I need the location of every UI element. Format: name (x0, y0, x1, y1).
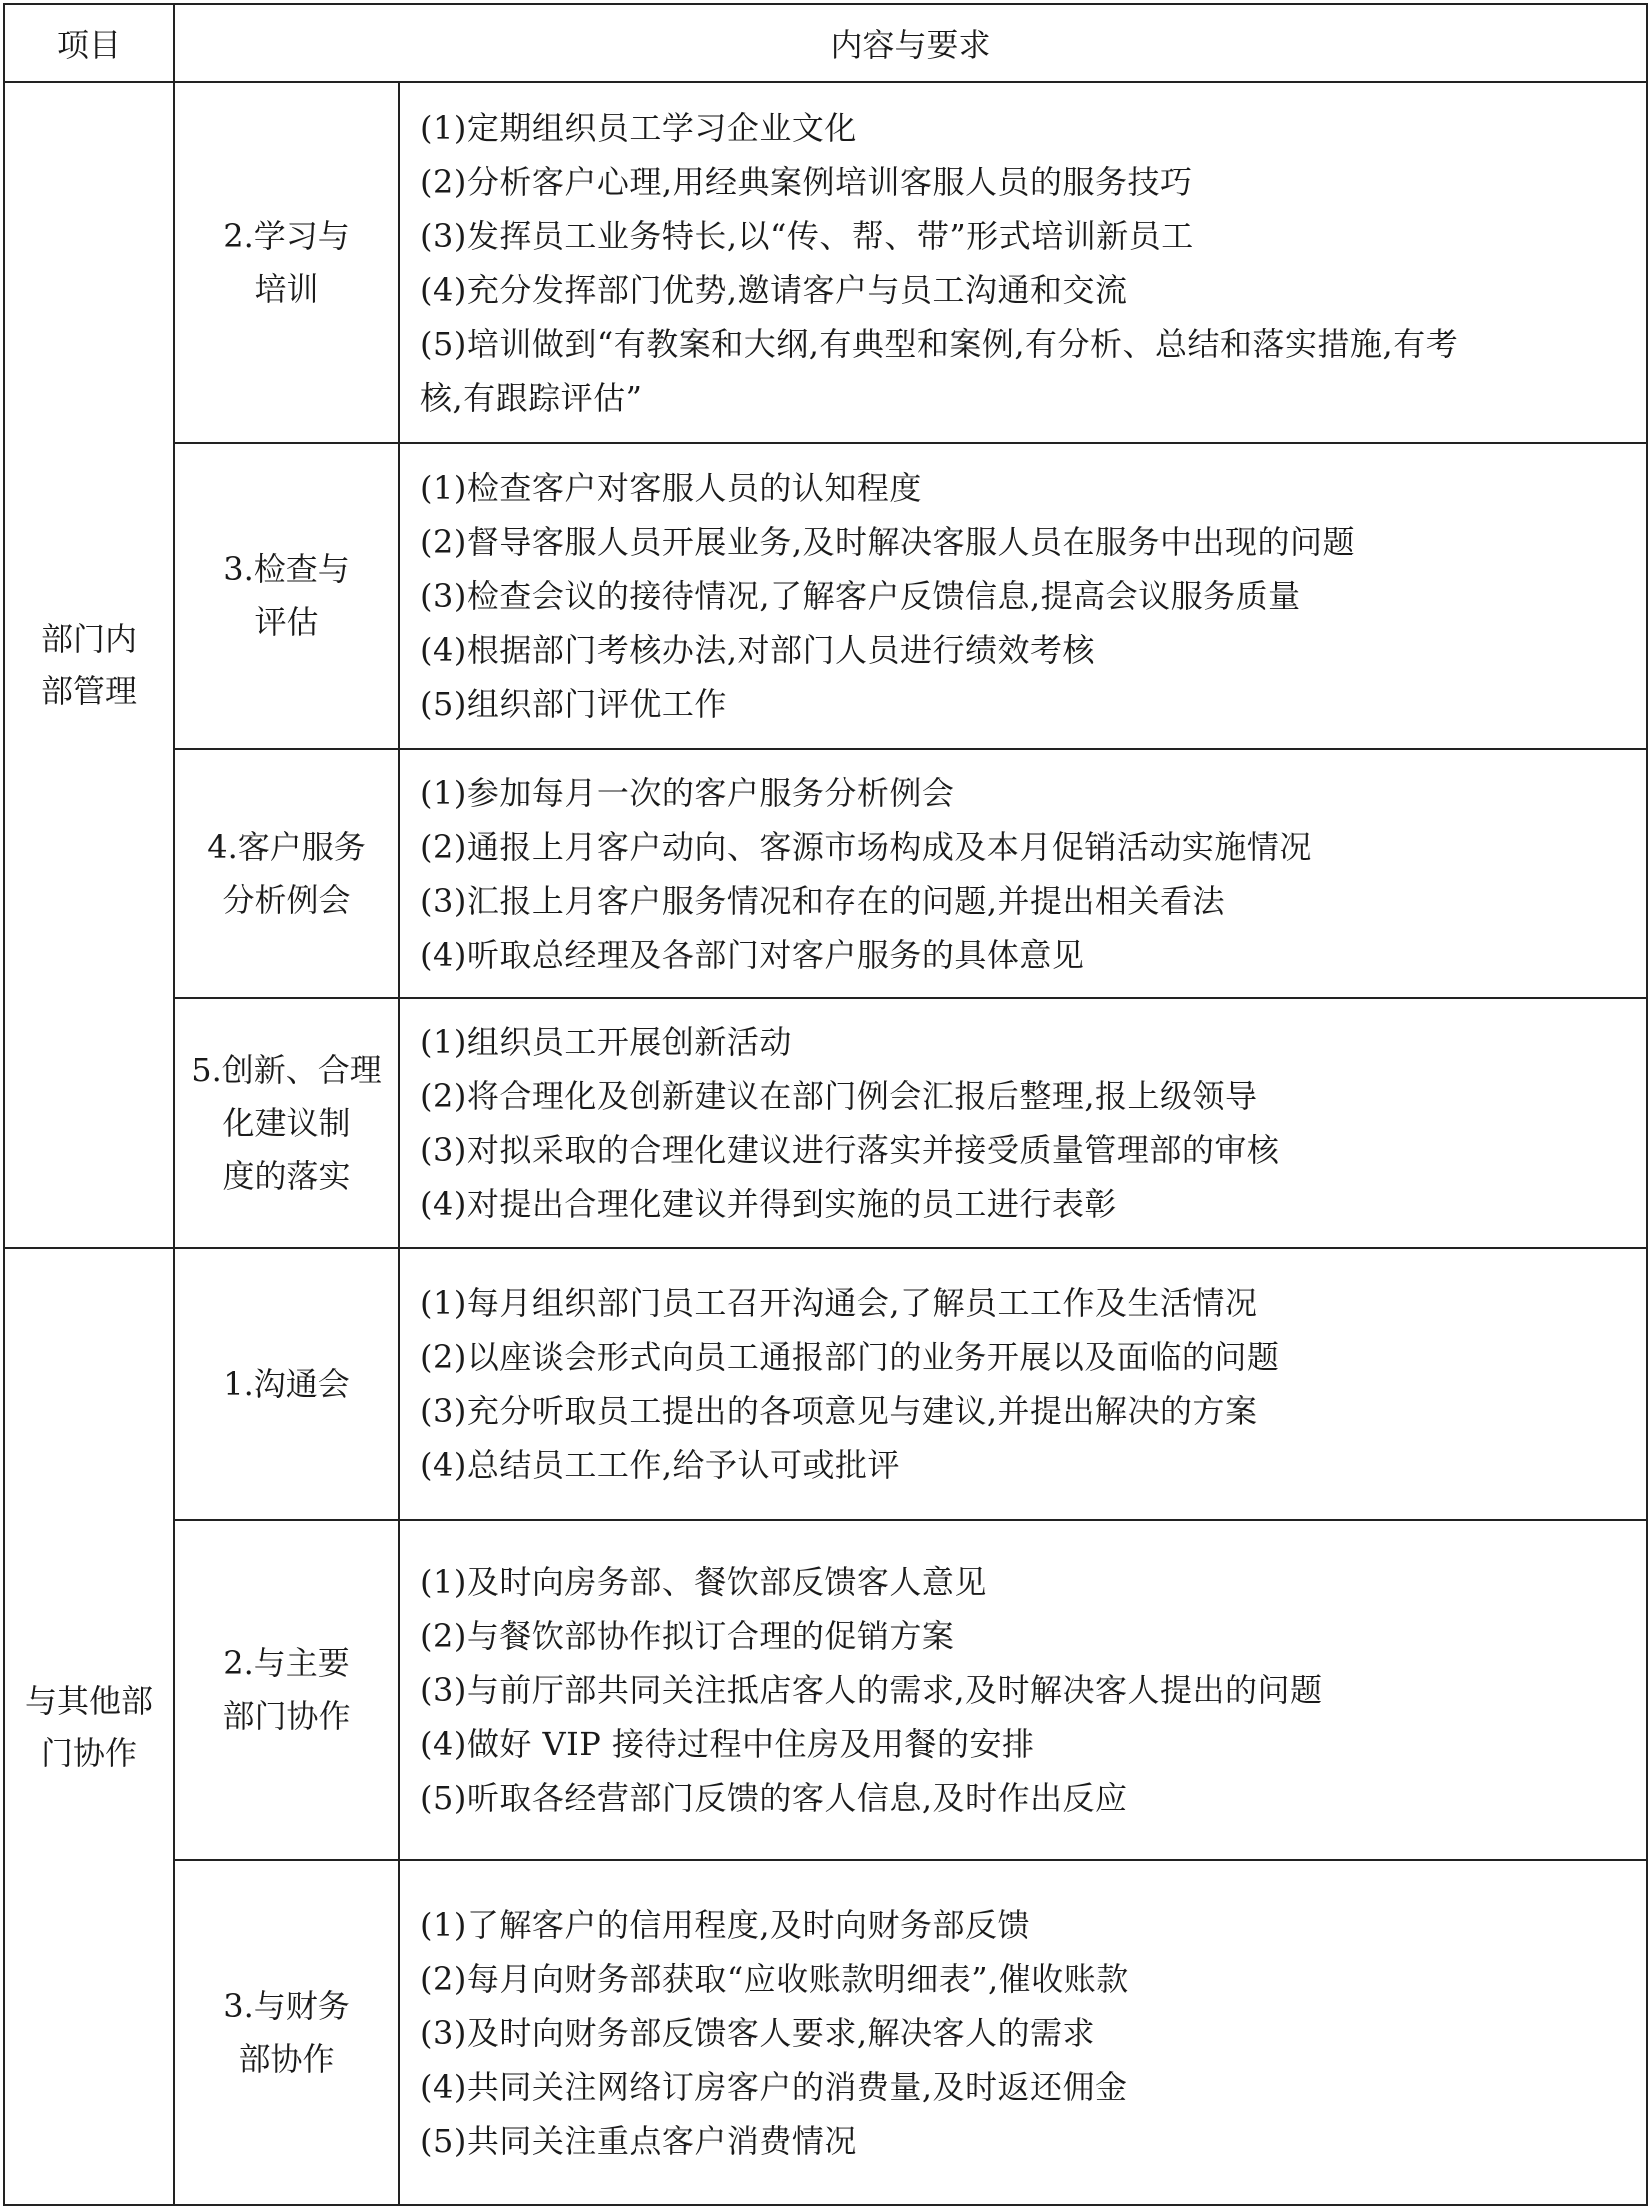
subcategory-line: 2.与主要 (223, 1644, 350, 1682)
subcategory-cell (174, 1860, 399, 2205)
list-item: (2)分析客户心理,用经典案例培训客服人员的服务技巧 (420, 162, 1193, 201)
subcategory-cell (174, 443, 399, 749)
items-cell (399, 1520, 1647, 1860)
list-item: (4)根据部门考核办法,对部门人员进行绩效考核 (420, 631, 1096, 669)
list-item: (1)及时向房务部、餐饮部反馈客人意见 (420, 1563, 987, 1601)
table-row (4, 998, 1647, 1248)
subcategory-line: 部门协作 (222, 1697, 351, 1735)
list-item: (1)组织员工开展创新活动 (420, 1023, 792, 1061)
subcategory-line: 化建议制 (222, 1103, 351, 1142)
subcategory-line: 5.创新、合理 (191, 1050, 382, 1089)
list-item: (5)组织部门评优工作 (420, 685, 727, 723)
subcategory-cell (174, 1248, 399, 1520)
subcategory-cell (174, 1520, 399, 1860)
category-line: 部管理 (40, 672, 137, 710)
table-row (4, 1860, 1647, 2205)
list-item: (4)听取总经理及各部门对客户服务的具体意见 (420, 935, 1085, 974)
items-cell (399, 82, 1647, 443)
list-item: (2)每月向财务部获取“应收账款明细表”,催收账款 (420, 1959, 1129, 1998)
list-item: (2)以座谈会形式向员工通报部门的业务开展以及面临的问题 (420, 1338, 1280, 1376)
header-item: 项目 (4, 4, 174, 82)
list-item: (2)将合理化及创新建议在部门例会汇报后整理,报上级领导 (420, 1077, 1258, 1115)
list-item: (1)参加每月一次的客户服务分析例会 (420, 773, 955, 812)
category-line: 部门内 (40, 620, 137, 658)
subcategory-line: 评估 (254, 603, 319, 641)
items-cell (399, 998, 1647, 1248)
list-item: (1)定期组织员工学习企业文化 (420, 108, 857, 147)
subcategory-line: 培训 (254, 269, 319, 308)
table-header-row (4, 4, 1647, 82)
list-item: (3)汇报上月客户服务情况和存在的问题,并提出相关看法 (420, 881, 1226, 920)
list-item: (2)与餐饮部协作拟订合理的促销方案 (420, 1617, 955, 1655)
list-item: (4)做好 VIP 接待过程中住房及用餐的安排 (420, 1725, 1035, 1763)
list-item: (3)检查会议的接待情况,了解客户反馈信息,提高会议服务质量 (420, 577, 1301, 615)
list-item: (2)督导客服人员开展业务,及时解决客服人员在服务中出现的问题 (420, 523, 1356, 561)
category-line: 门协作 (40, 1733, 137, 1772)
list-item: (3)充分听取员工提出的各项意见与建议,并提出解决的方案 (420, 1392, 1258, 1430)
table-row (4, 1248, 1647, 1520)
list-item: (5)听取各经营部门反馈的客人信息,及时作出反应 (420, 1779, 1128, 1817)
table-row (4, 443, 1647, 749)
subcategory-line: 度的落实 (222, 1156, 351, 1195)
subcategory-line: 分析例会 (222, 880, 351, 919)
list-item: (4)对提出合理化建议并得到实施的员工进行表彰 (420, 1185, 1117, 1223)
list-item: (3)与前厅部共同关注抵店客人的需求,及时解决客人提出的问题 (420, 1671, 1323, 1709)
list-item: 核,有跟踪评估” (420, 378, 643, 417)
table-row (4, 82, 1647, 443)
subcategory-line: 1.沟通会 (223, 1364, 350, 1403)
subcategory-line: 4.客户服务 (207, 827, 366, 866)
list-item: (4)充分发挥部门优势,邀请客户与员工沟通和交流 (420, 270, 1128, 309)
subcategory-line: 3.检查与 (223, 550, 350, 588)
category-cell (4, 82, 174, 1248)
requirements-table (3, 3, 1648, 2206)
category-cell (4, 1248, 174, 2205)
list-item: (3)对拟采取的合理化建议进行落实并接受质量管理部的审核 (420, 1131, 1280, 1169)
list-item: (4)总结员工工作,给予认可或批评 (420, 1446, 901, 1484)
items-cell (399, 1860, 1647, 2205)
list-item: (1)检查客户对客服人员的认知程度 (420, 469, 922, 507)
table-row (4, 749, 1647, 998)
header-content: 内容与要求 (174, 4, 1647, 82)
list-item: (4)共同关注网络订房客户的消费量,及时返还佣金 (420, 2067, 1128, 2106)
subcategory-cell (174, 998, 399, 1248)
items-cell (399, 1248, 1647, 1520)
subcategory-cell (174, 82, 399, 443)
items-cell (399, 749, 1647, 998)
list-item: (3)及时向财务部反馈客人要求,解决客人的需求 (420, 2013, 1096, 2052)
table-row (4, 1520, 1647, 1860)
list-item: (5)培训做到“有教案和大纲,有典型和案例,有分析、总结和落实措施,有考 (420, 324, 1459, 363)
list-item: (5)共同关注重点客户消费情况 (420, 2121, 857, 2160)
subcategory-cell (174, 749, 399, 998)
subcategory-line: 3.与财务 (223, 1986, 350, 2025)
list-item: (3)发挥员工业务特长,以“传、帮、带”形式培训新员工 (420, 216, 1194, 255)
items-cell (399, 443, 1647, 749)
list-item: (1)每月组织部门员工召开沟通会,了解员工工作及生活情况 (420, 1284, 1258, 1322)
subcategory-line: 部协作 (238, 2039, 335, 2078)
list-item: (2)通报上月客户动向、客源市场构成及本月促销活动实施情况 (420, 827, 1312, 866)
list-item: (1)了解客户的信用程度,及时向财务部反馈 (420, 1905, 1031, 1944)
subcategory-line: 2.学习与 (223, 216, 350, 255)
category-line: 与其他部 (24, 1681, 153, 1720)
